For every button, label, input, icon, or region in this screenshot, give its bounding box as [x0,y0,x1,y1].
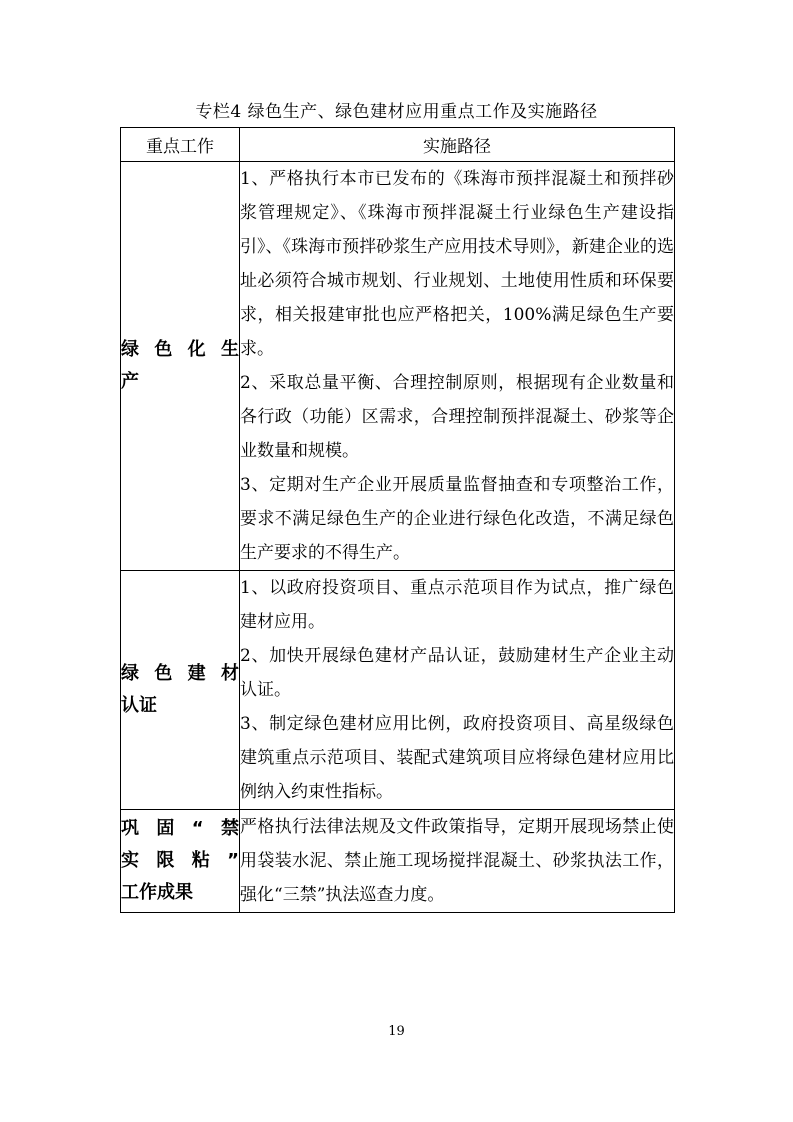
path-paragraph: 2、采取总量平衡、合理控制原则，根据现有企业数量和各行政（功能）区需求，合理控制预拌混凝土、砂浆等企业数量和规模。 [240,373,674,461]
key-work-table [120,127,675,913]
row-label-line: 工作成果 [121,882,193,903]
row-label-green-material-certification [121,571,240,810]
row-label-line: 实限粘” [121,850,239,871]
header-key-work: 重点工作 [121,128,240,162]
row-label-line: 巩固“禁 [121,818,239,839]
row-label-consolidate-results [121,810,240,913]
table-row [121,162,675,571]
row-label-green-production [121,162,240,571]
path-paragraph: 严格执行法律法规及文件政策指导，定期开展现场禁止使用袋装水泥、禁止施工现场搅拌混凝土、砂浆执法工作，强化“三禁”执法巡查力度。 [240,817,674,905]
path-paragraph: 1、严格执行本市已发布的《珠海市预拌混凝土和预拌砂浆管理规定》、《珠海市预拌混凝土行业绿色生产建设指引》、《珠海市预拌砂浆生产应用技术导则》，新建企业的选址必须符合城市规划、行业规划、土地使用性质和环保要求，相关报建审批也应严格把关，100%满足绿色生产要求。 [240,169,674,359]
path-paragraph: 2、加快开展绿色建材产品认证，鼓励建材生产企业主动认证。 [240,646,674,700]
table-caption: 专栏4 绿色生产、绿色建材应用重点工作及实施路径 [195,102,598,122]
row-label-line: 产 [121,371,139,392]
row-content-consolidate-results [240,810,675,913]
table-row [121,571,675,810]
path-paragraph: 1、以政府投资项目、重点示范项目作为试点，推广绿色建材应用。 [240,578,674,632]
table-row [121,810,675,913]
path-paragraph: 3、定期对生产企业开展质量监督抽查和专项整治工作，要求不满足绿色生产的企业进行绿色化改造，不满足绿色生产要求的不得生产。 [240,475,674,563]
row-label-line: 认证 [121,695,157,716]
table-header-row [121,128,675,162]
header-implementation-path: 实施路径 [240,128,675,162]
row-label-line: 绿色化生 [121,339,239,360]
row-content-green-material-certification [240,571,675,810]
row-content-green-production [240,162,675,571]
page-number: 19 [388,1024,405,1039]
path-paragraph: 3、制定绿色建材应用比例，政府投资项目、高星级绿色建筑重点示范项目、装配式建筑项目应将绿色建材应用比例纳入约束性指标。 [240,714,674,802]
row-label-line: 绿色建材 [121,663,239,684]
